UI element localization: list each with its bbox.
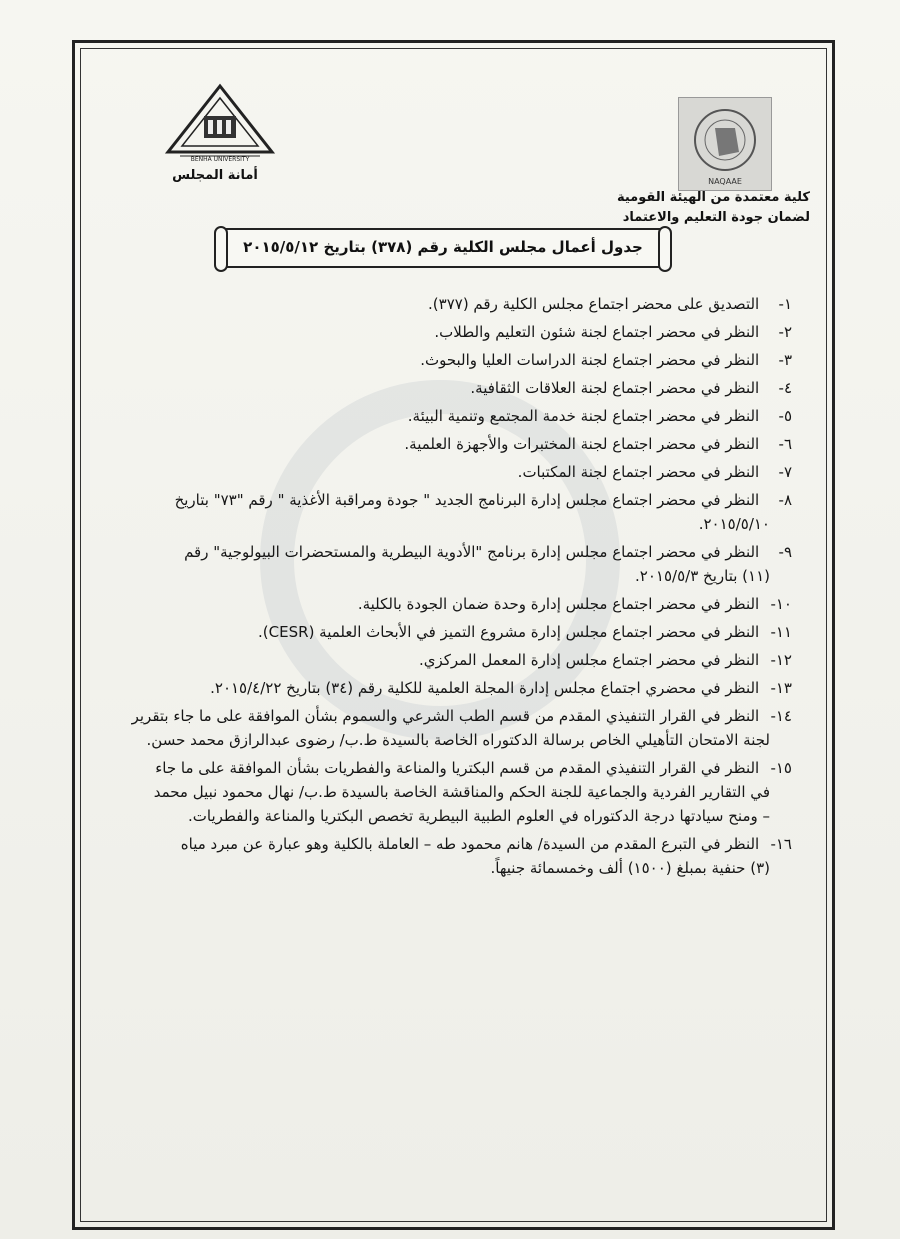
item-number: ١٢-	[770, 651, 792, 669]
agenda-item	[92, 832, 792, 880]
agenda-item	[92, 460, 792, 484]
page-title: جدول أعمال مجلس الكلية رقم (٣٧٨) بتاريخ ٢٠١٥/٥/١٢	[243, 238, 643, 256]
agenda-item	[92, 648, 792, 672]
agenda-item	[92, 376, 792, 400]
agenda-item	[92, 292, 792, 316]
qa-logo-text: NAQAAE	[708, 177, 742, 186]
accreditation-line-2: لضمان جودة التعليم والاعتماد	[622, 210, 810, 225]
item-text: النظر في محضر اجتماع لجنة شئون التعليم والطلاب.	[434, 323, 760, 341]
item-text: النظر في محضر اجتماع لجنة العلاقات الثقافية.	[470, 379, 760, 397]
item-continuation: في التقارير الفردية والجماعية للجنة الحكم والمناقشة الخاصة بالسيدة ط.ب/ نهال محمود نبيل محمد	[153, 783, 770, 801]
agenda-item	[92, 348, 792, 372]
item-number: ٩-	[778, 543, 792, 561]
agenda-item	[92, 404, 792, 428]
item-continuation: – ومنح سيادتها درجة الدكتوراه في العلوم الطبية البيطرية تخصص البكتريا والمناعة والفطريات.	[188, 807, 770, 825]
agenda-item	[92, 540, 792, 588]
item-number: ١٠-	[770, 595, 792, 613]
item-text: النظر في محضر اجتماع مجلس إدارة المعمل المركزي.	[418, 651, 760, 669]
agenda-list	[92, 292, 792, 880]
item-text: النظر في محضري اجتماع مجلس إدارة المجلة العلمية للكلية رقم (٣٤) بتاريخ ٢٠١٥/٤/٢٢.	[210, 679, 760, 697]
item-number: ١٣-	[770, 679, 792, 697]
item-number: ١-	[778, 295, 792, 313]
agenda-item	[92, 676, 792, 700]
item-text: التصديق على محضر اجتماع مجلس الكلية رقم (٣٧٧).	[428, 295, 760, 313]
item-continuation: (١١) بتاريخ ٢٠١٥/٥/٣.	[635, 567, 770, 585]
agenda-item	[92, 320, 792, 344]
agenda-item	[92, 756, 792, 828]
item-text: النظر في محضر اجتماع لجنة الدراسات العليا والبحوث.	[420, 351, 760, 369]
item-number: ٢-	[778, 323, 792, 341]
item-text: النظر في محضر اجتماع لجنة المكتبات.	[517, 463, 760, 481]
accreditation-caption	[550, 188, 810, 228]
item-number: ١٤-	[770, 707, 792, 725]
item-number: ٤-	[778, 379, 792, 397]
item-text: النظر في محضر اجتماع مجلس إدارة مشروع التميز في الأبحاث العلمية (CESR).	[258, 623, 760, 641]
item-continuation: ٢٠١٥/٥/١٠.	[698, 515, 770, 533]
item-number: ٨-	[778, 491, 792, 509]
item-number: ١٥-	[770, 759, 792, 777]
item-continuation: (٣) حنفية بمبلغ (١٥٠٠) ألف وخمسمائة جنيهاً.	[490, 859, 770, 877]
council-secretariat-caption: أمانة المجلس	[172, 168, 258, 183]
item-number: ١٦-	[770, 835, 792, 853]
item-text: النظر في محضر اجتماع لجنة خدمة المجتمع وتنمية البيئة.	[407, 407, 760, 425]
benha-university-logo	[160, 82, 280, 162]
item-text: النظر في القرار التنفيذي المقدم من قسم الطب الشرعي والسموم بشأن الموافقة على ما جاء بتقرير	[131, 707, 760, 725]
title-scroll	[222, 228, 664, 268]
item-number: ٣-	[778, 351, 792, 369]
item-text: النظر في القرار التنفيذي المقدم من قسم البكتريا والمناعة والفطريات بشأن الموافقة على ما جاء	[155, 759, 760, 777]
item-text: النظر في محضر اجتماع لجنة المختبرات والأجهزة العلمية.	[404, 435, 760, 453]
naqaae-logo	[678, 97, 772, 191]
item-number: ٦-	[778, 435, 792, 453]
item-text: النظر في محضر اجتماع مجلس إدارة برنامج "الأدوية البيطرية والمستحضرات البيولوجية" رقم	[184, 543, 760, 561]
agenda-item	[92, 488, 792, 536]
item-text: النظر في محضر اجتماع مجلس إدارة وحدة ضمان الجودة بالكلية.	[357, 595, 760, 613]
item-text: النظر في التبرع المقدم من السيدة/ هانم محمود طه – العاملة بالكلية وهو عبارة عن مبرد مياه	[180, 835, 760, 853]
item-text: النظر في محضر اجتماع مجلس إدارة البرنامج الجديد " جودة ومراقبة الأغذية " رقم "٧٣" بتاريخ	[174, 491, 760, 509]
logo-text: BENHA UNIVERSITY	[190, 156, 250, 162]
item-number: ٥-	[778, 407, 792, 425]
item-number: ١١-	[770, 623, 792, 641]
item-continuation: لجنة الامتحان التأهيلي الخاص برسالة الدكتوراه الخاصة بالسيدة ط.ب/ رضوى عبدالرازق محمد حسن.	[146, 731, 770, 749]
accreditation-line-1: كلية معتمدة من الهيئة القومية	[616, 190, 810, 205]
agenda-item	[92, 704, 792, 752]
agenda-item	[92, 592, 792, 616]
agenda-item	[92, 620, 792, 644]
item-number: ٧-	[778, 463, 792, 481]
agenda-item	[92, 432, 792, 456]
